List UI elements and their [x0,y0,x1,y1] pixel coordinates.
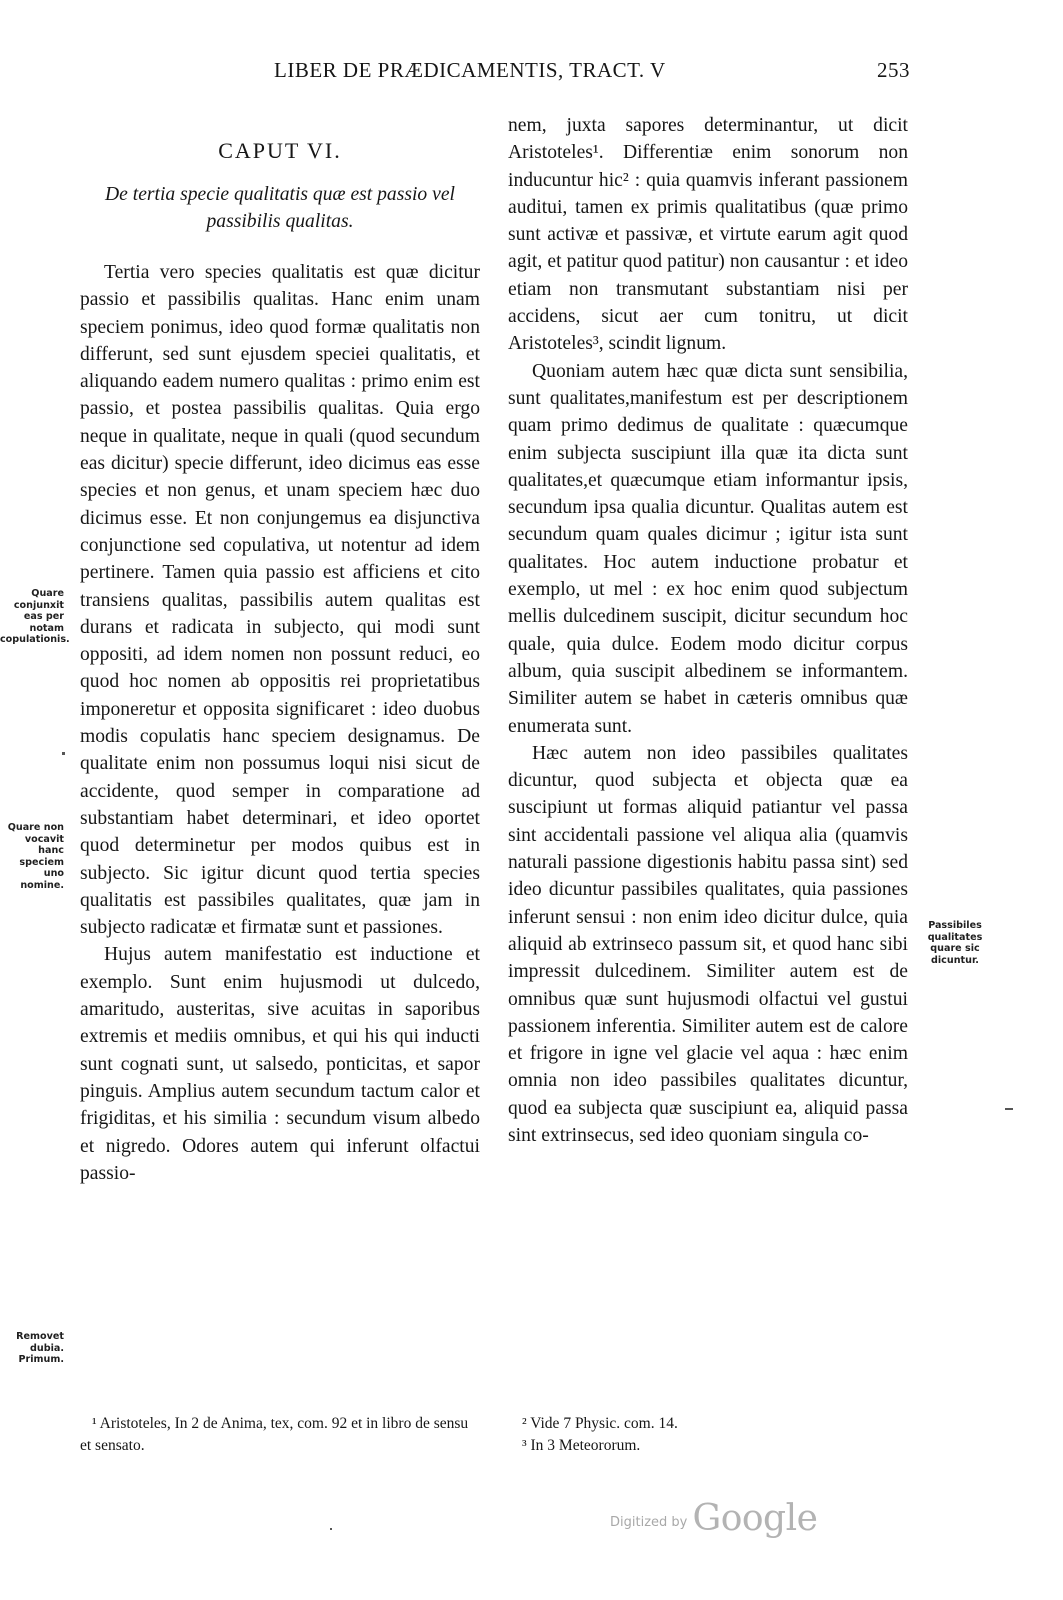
chapter-heading: CAPUT VI. [218,138,342,163]
footnotes-right [508,1413,908,1457]
paragraph: Quoniam autem hæc quæ dicta sunt sensibilia, sunt qualitates,manifestum est per descriptionem quam primo dedimus de qualitate : quæcumque enim subjecta suscipiunt illa quæ ita dicta sunt qualitates,et quæcumque etiam informantur ipsis, secundum ipsa qualia dicuntur. Qualitas autem est secundum quam quales dicimur ; igitur ista sunt qualitates. Hoc autem inductione probatur et exemplo, ut mel : ex hoc enim quod subjectum mellis dulcedinem suscipit, dicitur secundum hoc quale, quia dulce. Eodem modo dicitur corpus album, quia suscipit albedinem se informantem. Similiter autem se habet in cæteris omnibus quæ enumerata sunt. [508,360,908,737]
margin-note: Removet dubia. Primum. [16,1331,64,1365]
right-column [508,112,908,1149]
margin-note: Passibiles qualitates quare sic dicuntur. [927,920,983,966]
paragraph: nem, juxta sapores determinantur, ut dicit Aristoteles¹. Differentiæ enim sonorum non inducuntur hic² : quia quamvis inferant passionem auditui, tamen ex primis qualitatibus (quæ primo sunt activæ et passivæ, et virtute earum agit quod agit, et patitur quod patitur) non causantur : et ideo etiam non transmutant substantiam nisi per accidens, sicut aer cum tonitru, ut dicit Aristoteles³, scindit lignum. [508,115,908,355]
scan-speck [330,1528,332,1530]
watermark-prefix: Digitized by [610,1515,688,1530]
scan-speck [62,752,65,755]
paragraph: Tertia vero species qualitatis est quæ dicitur passio et passibilis qualitas. Hanc enim unam speciem ponimus, ideo quod formæ qualitatis non differunt, sed sunt ejusdem speciei qualitatis, et aliquando eadem numero qualitas : primo enim est passio, et postea passibilis qualitas. Quia ergo neque in qualitate, neque in quali (quod secundum eas dicitur) specie differunt, ideo dicimus eas esse species et non genus, et unam speciem hæc duo dicimus esse. Et non conjungemus ea disjunctiva conjunctione sed copulativa, ut notentur ad idem pertinere. Tamen quia passio est afficiens et cito transiens qualitas, passibilis autem qualitas est durans et radicata in subjecto, qui modi sunt oppositi, ad idem nomen non possunt reduci, eo quod hoc nomen ab oppositis rei proprietatibus imponeretur et opposita significaret : ideo duobus modis copulatis hanc speciem designamus. De qualitate enim non possumus loqui nisi sicut de accidente, quod semper in comparatione ad substantiam habet determinari, et ideo oportet quod determinetur per modos quibus est in subjecto. Sic igitur dicunt quod tertia species qualitatis est passibiles qualitates, quæ jam in subjecto radicatæ et firmatæ sunt et passiones. [80,262,480,939]
footnote: ² Vide 7 Physic. com. 14. [522,1415,678,1432]
running-title: LIBER DE PRÆDICAMENTIS, TRACT. V [274,58,666,82]
footnotes-left [80,1413,480,1457]
footnote: ¹ Aristoteles, In 2 de Anima, tex, com. 92 et in libro de sensu et sensato. [80,1415,469,1454]
google-logo: Google [692,1498,818,1539]
left-column [80,137,480,1187]
chapter-subtitle: De tertia specie qualitatis quæ est passio vel passibilis qualitas. [105,184,455,232]
scan-speck [1005,1108,1013,1110]
footnote: ³ In 3 Meteororum. [522,1437,641,1454]
margin-note: Quare conjunxit eas per notam copulationis. [0,588,70,645]
page-number: 253 [877,58,910,82]
digitized-watermark [610,1498,817,1539]
paragraph: Hæc autem non ideo passibiles qualitates dicuntur, quod subjecta et objecta quæ ea suscipiunt ut formas aliquid patiantur vel passa sint accidentali passione vel aliqua alia (quamvis naturali passione digestionis habitu passa sint) sed ideo dicuntur passibiles qualitates, quia passiones inferunt sensui : non enim ideo dicitur dulce, quia aliquid ab extrinseco passum sit, et quod hanc sibi impressit dulcedinem. Similiter autem est de omnibus quæ sunt hujusmodi olfactui vel gustui passionem inferentia. Similiter autem est de calore et frigore in igne vel glacie vel aqua : hæc enim omnia non ideo passibiles qualitates dicuntur, quod ea subjecta quæ suscipiunt ea, aliquid passa sint extrinsecus, sed ideo quoniam singula co- [508,742,908,1146]
paragraph: Hujus autem manifestatio est inductione et exemplo. Sunt enim hujusmodi ut dulcedo, amaritudo, austeritas, sive acuitas in saporibus extremis et mediis omnibus, et qui his qui inducti sunt cognati sunt, ut salsedo, ponticitas, et sapor pinguis. Amplius autem secundum tactum calor et frigiditas, et his similia : secundum visum albedo et nigredo. Odores autem qui inferunt olfactui passio- [80,944,480,1184]
margin-note: Quare non vocavit hanc speciem uno nomine. [7,822,64,891]
